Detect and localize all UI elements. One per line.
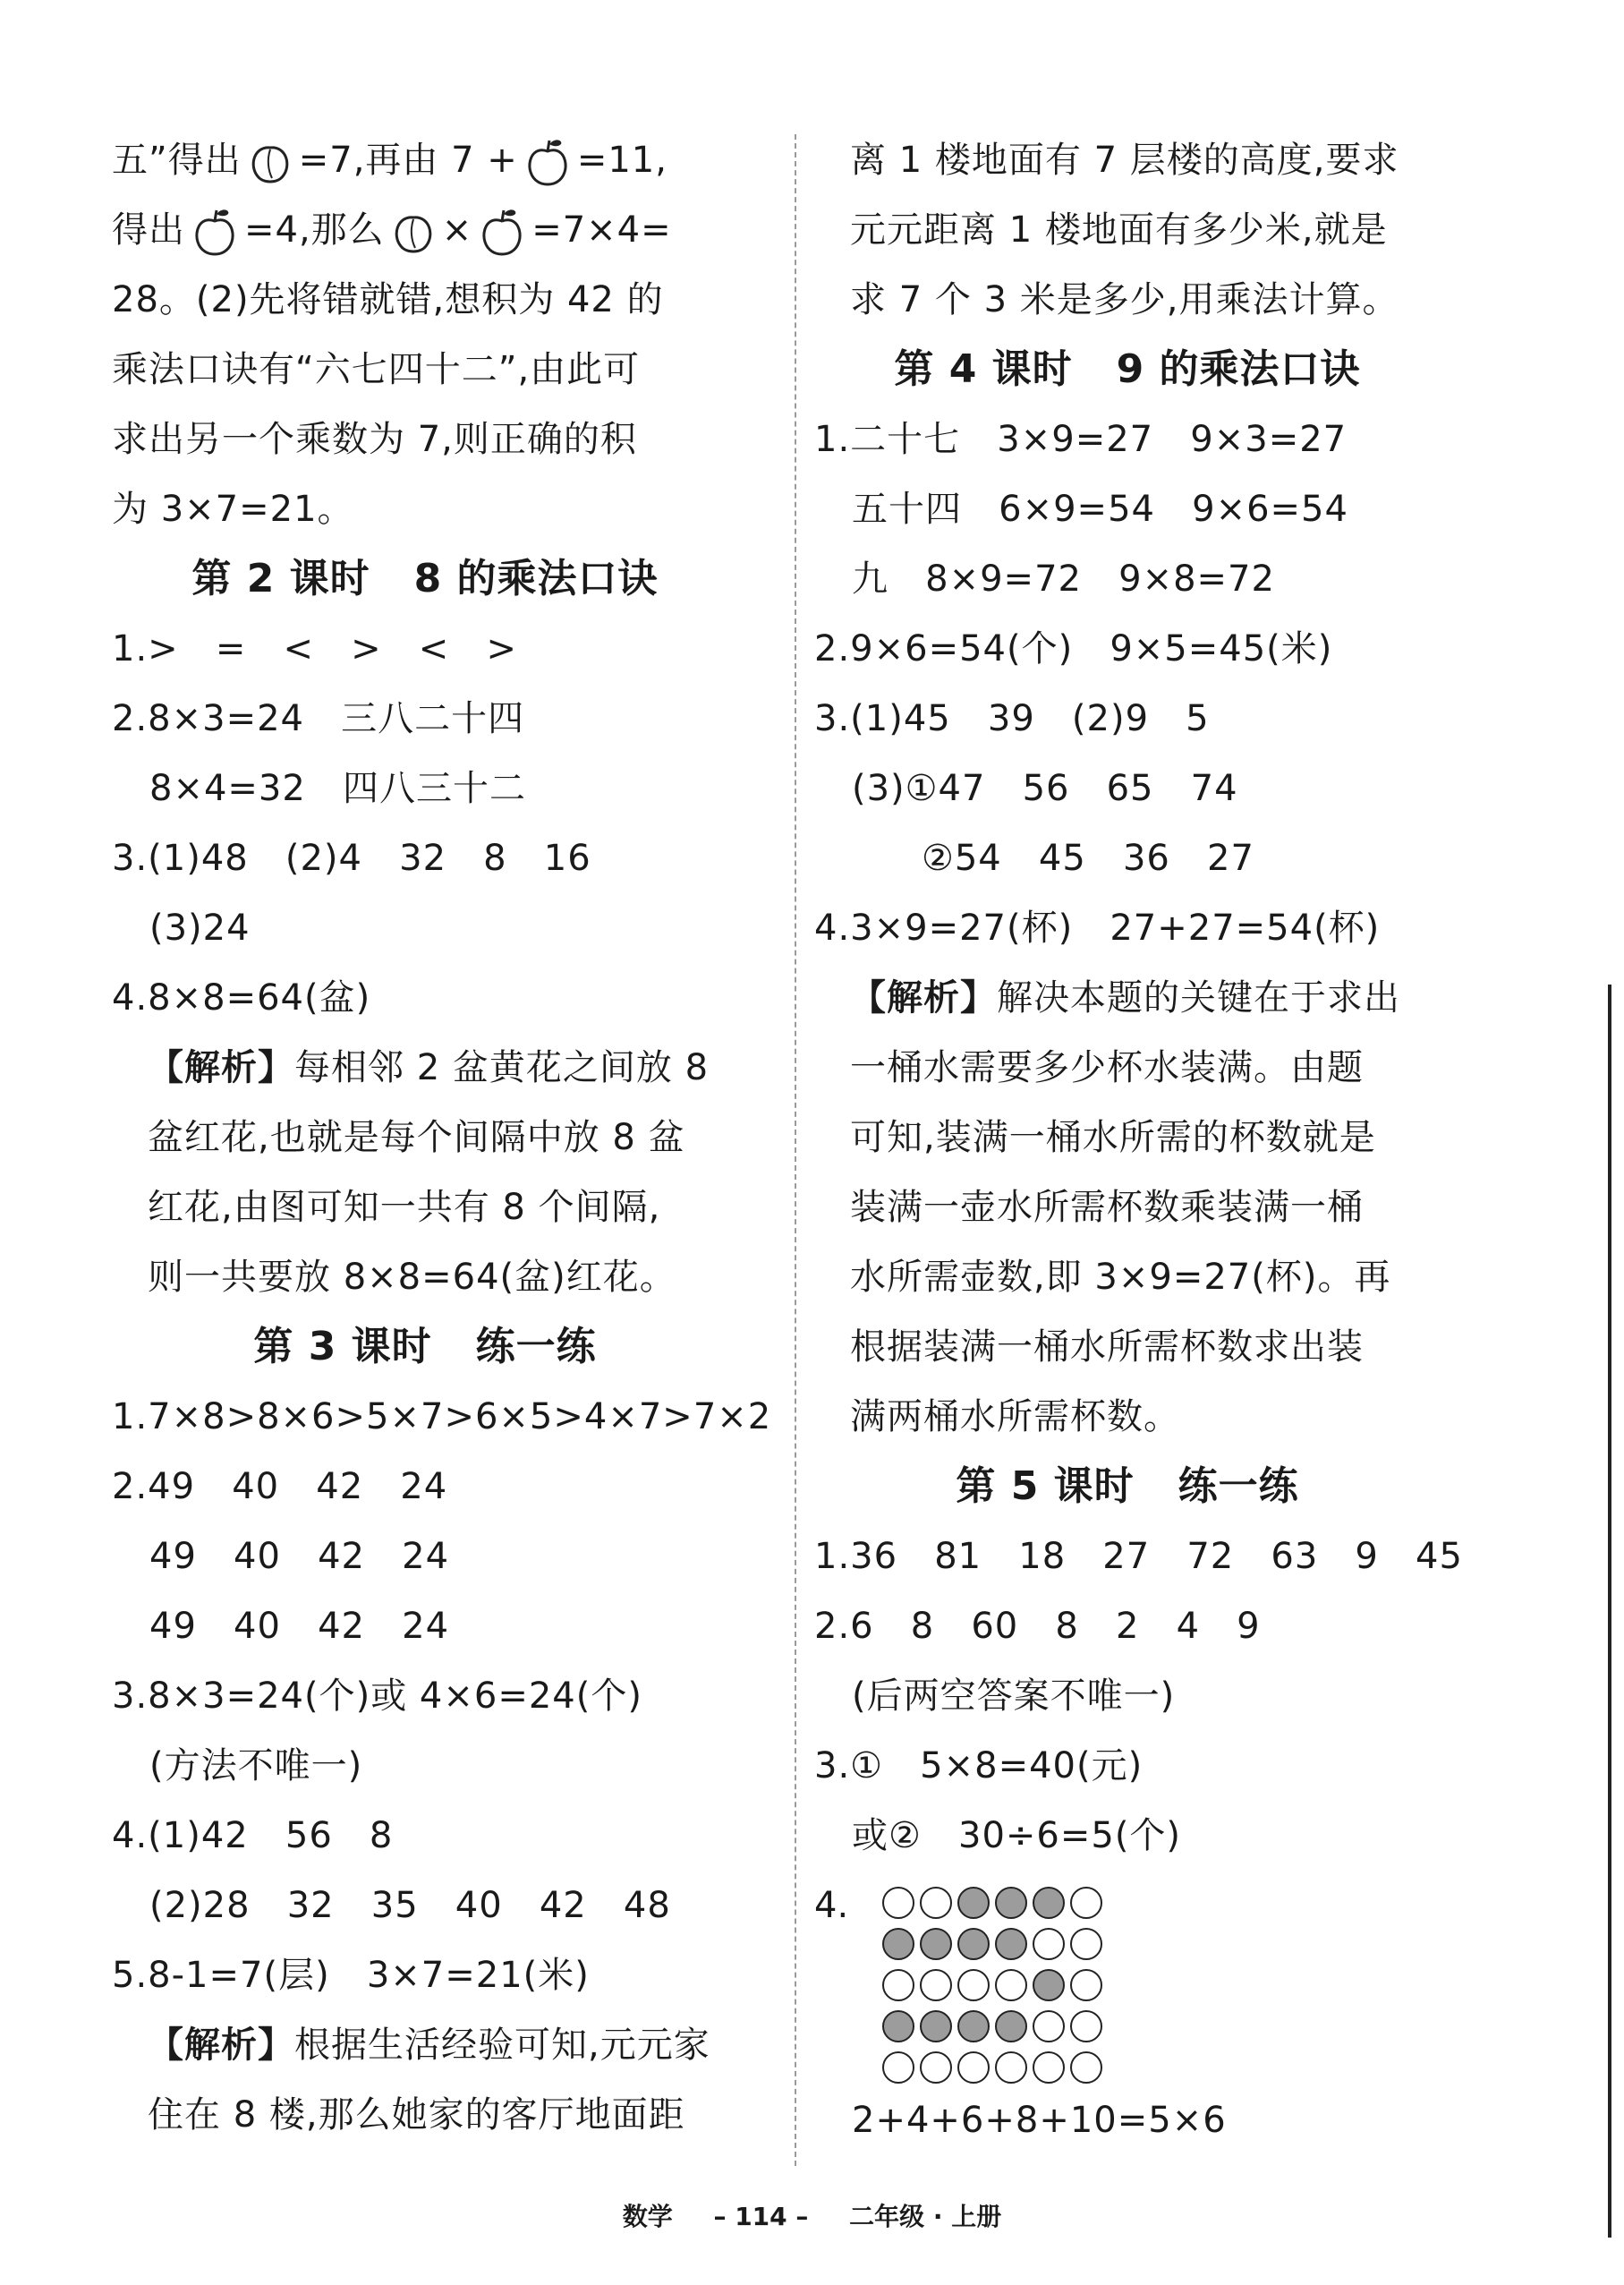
answer-line: (方法不唯一) xyxy=(149,1745,363,1786)
analysis-tag: 【解析】 xyxy=(148,2025,294,2066)
footer-subject: 数学 xyxy=(622,2202,673,2231)
answer-line: 8×4=32 四八三十二 xyxy=(149,768,526,809)
answer-line: 2.49 40 42 24 xyxy=(112,1466,448,1507)
answer-line: 3.(1)45 39 (2)9 5 xyxy=(814,698,1210,739)
analysis-line: 满两桶水所需杯数。 xyxy=(850,1396,1180,1437)
answer-line: 2.9×6=54(个) 9×5=45(米) xyxy=(814,628,1333,669)
text: =4,那么 xyxy=(244,209,385,251)
answer-line: 3.① 5×8=40(元) xyxy=(814,1745,1144,1786)
text: 解决本题的关键在于求出 xyxy=(997,977,1400,1019)
analysis-tag: 【解析】 xyxy=(148,1047,294,1088)
answer-line: 3.8×3=24(个)或 4×6=24(个) xyxy=(112,1675,642,1717)
text: × xyxy=(441,209,473,251)
answer-line: 1.7×8>8×6>5×7>6×5>4×7>7×2 xyxy=(112,1396,772,1437)
peach-icon xyxy=(388,209,438,255)
empty-circle xyxy=(1070,1887,1102,1919)
answer-line: 1.36 81 18 27 72 63 9 45 xyxy=(814,1536,1463,1577)
answer-line: 为 3×7=21。 xyxy=(112,489,354,530)
filled-circle xyxy=(957,2010,990,2042)
empty-circle xyxy=(882,2051,914,2084)
filled-circle xyxy=(995,1928,1027,1960)
empty-circle xyxy=(920,1969,952,2001)
answer-line: 4.3×9=27(杯) 27+27=54(杯) xyxy=(814,908,1381,949)
section-title: 第 4 课时 9 的乘法口诀 xyxy=(894,346,1361,392)
analysis-line: 住在 8 楼,那么她家的客厅地面距 xyxy=(148,2094,685,2136)
empty-circle xyxy=(1070,2010,1102,2042)
empty-circle xyxy=(1070,1969,1102,2001)
empty-circle xyxy=(882,1969,914,2001)
column-divider xyxy=(795,134,796,2166)
empty-circle xyxy=(1033,2051,1065,2084)
filled-circle xyxy=(1033,1887,1065,1919)
analysis-line: 水所需壶数,即 3×9=27(杯)。再 xyxy=(850,1257,1391,1298)
empty-circle xyxy=(882,1887,914,1919)
analysis-line: 可知,装满一桶水所需的杯数就是 xyxy=(850,1117,1376,1158)
filled-circle xyxy=(957,1928,990,1960)
analysis-line xyxy=(112,1033,738,1103)
analysis-tag: 【解析】 xyxy=(850,977,997,1019)
empty-circle xyxy=(1070,2051,1102,2084)
answer-line: (3)24 xyxy=(149,908,251,949)
dot-row xyxy=(882,1928,1441,1964)
answer-line: (3)①47 56 65 74 xyxy=(852,768,1238,809)
answer-line: 1.二十七 3×9=27 9×3=27 xyxy=(814,419,1348,460)
analysis-line: 一桶水需要多少杯水装满。由题 xyxy=(850,1047,1364,1088)
answer-line: 2+4+6+8+10=5×6 xyxy=(852,2100,1227,2141)
page-footer xyxy=(0,2197,1624,2233)
answer-line: (后两空答案不唯一) xyxy=(852,1675,1176,1717)
empty-circle xyxy=(1033,2010,1065,2042)
apple-icon xyxy=(189,207,241,257)
answer-line: ②54 45 36 27 xyxy=(922,838,1254,879)
empty-circle xyxy=(1033,1928,1065,1960)
empty-circle xyxy=(920,1887,952,1919)
analysis-line xyxy=(814,963,1441,1033)
text: 根据生活经验可知,元元家 xyxy=(294,2025,710,2066)
analysis-line: 根据装满一桶水所需杯数求出装 xyxy=(850,1326,1364,1368)
apple-icon xyxy=(476,207,528,257)
text: =7,再由 7 + xyxy=(298,140,518,181)
analysis-line: 装满一壶水所需杯数乘装满一桶 xyxy=(850,1187,1364,1228)
answer-line: 5.8-1=7(层) 3×7=21(米) xyxy=(112,1955,590,1996)
empty-circle xyxy=(957,1969,990,2001)
footer-grade: 二年级 · 上册 xyxy=(849,2202,1002,2231)
answer-line: 49 40 42 24 xyxy=(149,1536,450,1577)
dot-row xyxy=(882,1969,1441,2005)
left-column xyxy=(112,125,772,2150)
page-edge xyxy=(1608,985,1611,2238)
filled-circle xyxy=(995,2010,1027,2042)
filled-circle xyxy=(920,2010,952,2042)
page-number: – 114 – xyxy=(713,2202,809,2231)
answer-line: 4.8×8=64(盆) xyxy=(112,977,371,1019)
empty-circle xyxy=(957,2051,990,2084)
analysis-line: 求 7 个 3 米是多少,用乘法计算。 xyxy=(850,279,1399,320)
text: =7×4= xyxy=(531,209,672,251)
answer-line: 28。(2)先将错就错,想积为 42 的 xyxy=(112,279,664,320)
empty-circle xyxy=(1070,1928,1102,1960)
analysis-line: 盆红花,也就是每个间隔中放 8 盆 xyxy=(148,1117,685,1158)
dot-row xyxy=(882,1887,1441,1923)
empty-circle xyxy=(920,2051,952,2084)
answer-line: (2)28 32 35 40 42 48 xyxy=(149,1885,671,1926)
right-column xyxy=(814,125,1463,2155)
section-title: 第 2 课时 8 的乘法口诀 xyxy=(191,556,659,601)
filled-circle xyxy=(882,1928,914,1960)
analysis-line: 则一共要放 8×8=64(盆)红花。 xyxy=(148,1257,676,1298)
answer-line: 4.(1)42 56 8 xyxy=(112,1815,394,1856)
filled-circle xyxy=(957,1887,990,1919)
filled-circle xyxy=(995,1887,1027,1919)
answer-line: 五十四 6×9=54 9×6=54 xyxy=(852,489,1348,530)
dot-rows xyxy=(857,1871,1441,2087)
question-number: 4. xyxy=(814,1885,849,1926)
answer-line: 49 40 42 24 xyxy=(149,1606,450,1647)
analysis-line: 红花,由图可知一共有 8 个间隔, xyxy=(148,1187,661,1228)
answer-line: 或② 30÷6=5(个) xyxy=(852,1815,1182,1856)
answer-line xyxy=(112,195,738,265)
answer-line: 3.(1)48 (2)4 32 8 16 xyxy=(112,838,591,879)
answer-line: 九 8×9=72 9×8=72 xyxy=(852,558,1275,600)
section-title: 第 3 课时 练一练 xyxy=(253,1324,597,1369)
peach-icon xyxy=(245,139,295,185)
analysis-line xyxy=(112,2010,738,2080)
filled-circle xyxy=(1033,1969,1065,2001)
dot-row xyxy=(882,2010,1441,2046)
dot-grid xyxy=(814,1871,1441,2085)
dot-row xyxy=(882,2051,1441,2087)
analysis-line: 元元距离 1 楼地面有多少米,就是 xyxy=(850,209,1388,251)
section-title: 第 5 课时 练一练 xyxy=(956,1463,1299,1509)
answer-line: 2.6 8 60 8 2 4 9 xyxy=(814,1606,1261,1647)
answer-line: 2.8×3=24 三八二十四 xyxy=(112,698,525,739)
empty-circle xyxy=(995,2051,1027,2084)
text: 得出 xyxy=(112,209,185,251)
filled-circle xyxy=(920,1928,952,1960)
apple-icon xyxy=(522,137,574,187)
empty-circle xyxy=(995,1969,1027,2001)
answer-line xyxy=(112,125,738,195)
text: 每相邻 2 盆黄花之间放 8 xyxy=(294,1047,710,1088)
text: 五”得出 xyxy=(112,140,242,181)
answer-line: 1.> = < > < > xyxy=(112,628,517,669)
analysis-line: 离 1 楼地面有 7 层楼的高度,要求 xyxy=(850,140,1399,181)
text: =11, xyxy=(576,140,667,181)
answer-line: 求出另一个乘数为 7,则正确的积 xyxy=(112,419,637,460)
answer-line: 乘法口诀有“六七四十二”,由此可 xyxy=(112,349,641,390)
filled-circle xyxy=(882,2010,914,2042)
